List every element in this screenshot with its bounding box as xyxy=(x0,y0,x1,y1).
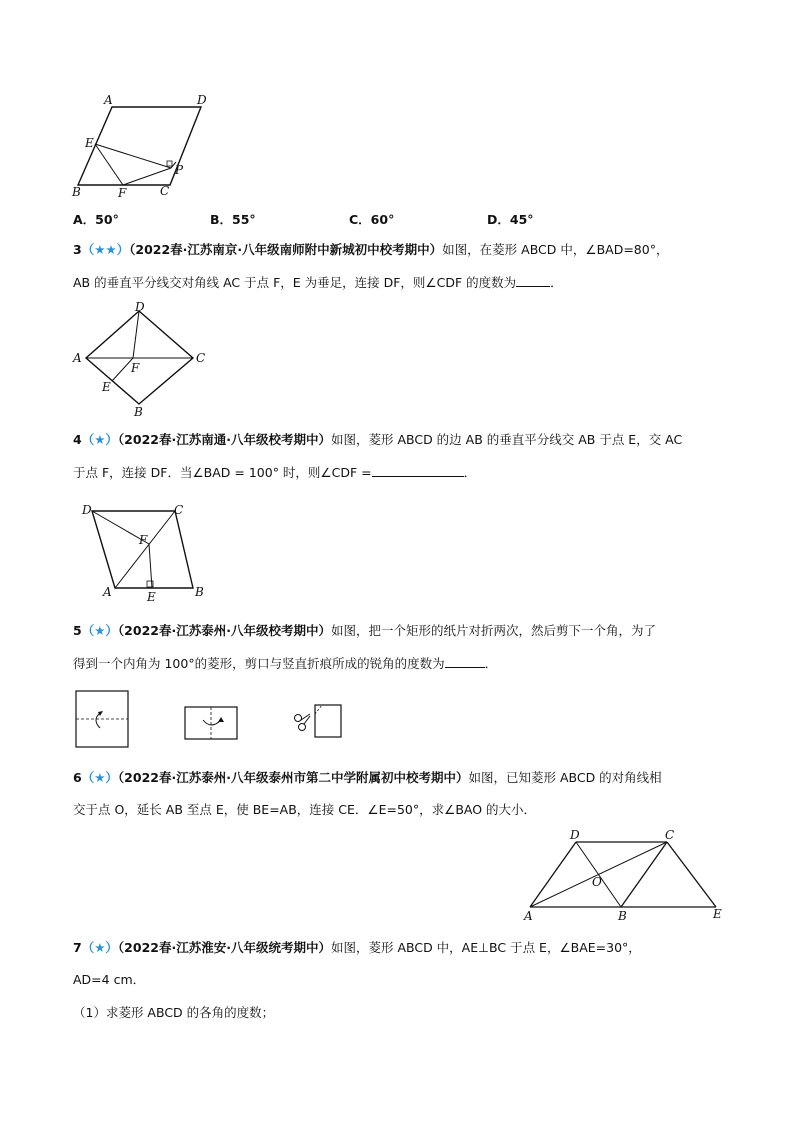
q6-label-a: A xyxy=(524,909,533,923)
label-b: B xyxy=(72,185,81,199)
q3-end: ． xyxy=(550,275,563,290)
q4-stars: （★） xyxy=(81,432,118,447)
q3-line1 xyxy=(73,242,668,258)
q5-stars: （★） xyxy=(81,623,118,638)
q6-label-o: O xyxy=(592,875,602,889)
option-d: D．45° xyxy=(487,212,534,227)
label-a: A xyxy=(104,94,113,107)
q3-source: （2022春·江苏南京·八年级南师附中新城初中校考期中） xyxy=(129,242,443,257)
figure-q3-rhombus xyxy=(68,298,218,420)
q6-label-c: C xyxy=(665,828,675,842)
q3-label-a: A xyxy=(73,351,82,365)
q6-number: 6 xyxy=(73,770,82,785)
option-b: B．55° xyxy=(210,212,256,227)
option-a: A．50° xyxy=(73,212,119,227)
q6-line2 xyxy=(73,802,536,818)
q7-sub1 xyxy=(73,1005,274,1021)
label-f: F xyxy=(118,186,127,200)
q7-number: 7 xyxy=(73,940,82,955)
q4-label-f: F xyxy=(139,533,148,547)
q6-label-b: B xyxy=(618,909,627,923)
q4-label-a: A xyxy=(103,585,112,599)
fold-arrow-icon-2 xyxy=(203,720,221,725)
q5-answer-blank xyxy=(445,655,485,668)
q7-line2 xyxy=(73,972,145,988)
q4-answer-blank xyxy=(372,464,464,477)
label-p: P xyxy=(175,163,184,177)
q4-line1 xyxy=(73,432,682,448)
q3-label-d: D xyxy=(135,300,145,314)
q6-label-e: E xyxy=(713,907,722,921)
figure-q4-rhombus xyxy=(78,500,208,606)
q4-text2: 于点 F，连接 DF．当∠BAD = 100° 时，则∠CDF = xyxy=(73,465,372,480)
q3-line2 xyxy=(73,274,563,291)
q3-answer-blank xyxy=(516,274,550,287)
q4-number: 4 xyxy=(73,432,82,447)
q4-label-e: E xyxy=(147,590,156,604)
q6-text1: 如图，已知菱形 ABCD 的对角线相 xyxy=(468,770,662,785)
q5-end: ． xyxy=(484,656,498,671)
q3-label-f: F xyxy=(131,361,140,375)
q5-number: 5 xyxy=(73,623,82,638)
option-c: C．60° xyxy=(349,212,395,227)
q6-label-d: D xyxy=(570,828,580,842)
q4-text1: 如图，菱形 ABCD 的边 AB 的垂直平分线交 AB 于点 E，交 AC xyxy=(330,432,683,447)
figure-parallelogram-p xyxy=(68,94,208,202)
q6-text2: 交于点 O，延长 AB 至点 E，使 BE=AB，连接 CE．∠E=50°，求∠BAO 的大小． xyxy=(73,802,537,817)
label-d: D xyxy=(197,94,207,107)
q4-label-b: B xyxy=(195,585,204,599)
label-c: C xyxy=(160,184,170,198)
q3-text2: AB 的垂直平分线交对角线 AC 于点 F，E 为垂足，连接 DF，则∠CDF 的度数为 xyxy=(73,275,517,290)
q4-label-d: D xyxy=(82,503,92,517)
q4-end: ． xyxy=(463,465,477,480)
q3-label-c: C xyxy=(196,351,206,365)
q3-number: 3 xyxy=(73,242,82,257)
q6-source: （2022春·江苏泰州·八年级泰州市第二中学附属初中校考期中） xyxy=(117,770,469,785)
figure-q6-rhombus xyxy=(520,828,730,926)
q3-label-e: E xyxy=(102,380,111,394)
q7-line1 xyxy=(73,940,641,956)
q7-text1: 如图，菱形 ABCD 中，AE⊥BC 于点 E，∠BAE=30°， xyxy=(330,940,641,955)
q5-source: （2022春·江苏泰州·八年级校考期中） xyxy=(117,623,331,638)
q6-stars: （★） xyxy=(81,770,118,785)
q5-line2 xyxy=(73,655,497,672)
q7-text2: AD=4 cm． xyxy=(73,972,146,987)
q4-line2 xyxy=(73,464,476,481)
q6-line1 xyxy=(73,770,662,786)
q5-line1 xyxy=(73,623,656,639)
fold-arrow-icon xyxy=(96,713,100,728)
scissors-icon xyxy=(295,714,311,731)
q3-text1: 如图，在菱形 ABCD 中，∠BAD=80°， xyxy=(442,242,669,257)
q7-stars: （★） xyxy=(81,940,118,955)
label-e: E xyxy=(85,136,94,150)
q3-stars: （★★） xyxy=(81,242,130,257)
q4-source: （2022春·江苏南通·八年级校考期中） xyxy=(117,432,331,447)
figure-q5-folding xyxy=(70,688,380,754)
q5-text2: 得到一个内角为 100°的菱形，剪口与竖直折痕所成的锐角的度数为 xyxy=(73,656,445,671)
q3-label-b: B xyxy=(134,405,143,419)
q7-source: （2022春·江苏淮安·八年级统考期中） xyxy=(117,940,331,955)
q7-sub1-text: （1）求菱形 ABCD 的各角的度数； xyxy=(73,1005,275,1020)
q5-text1: 如图，把一个矩形的纸片对折两次，然后剪下一个角，为了 xyxy=(330,623,656,638)
q4-label-c: C xyxy=(174,503,184,517)
